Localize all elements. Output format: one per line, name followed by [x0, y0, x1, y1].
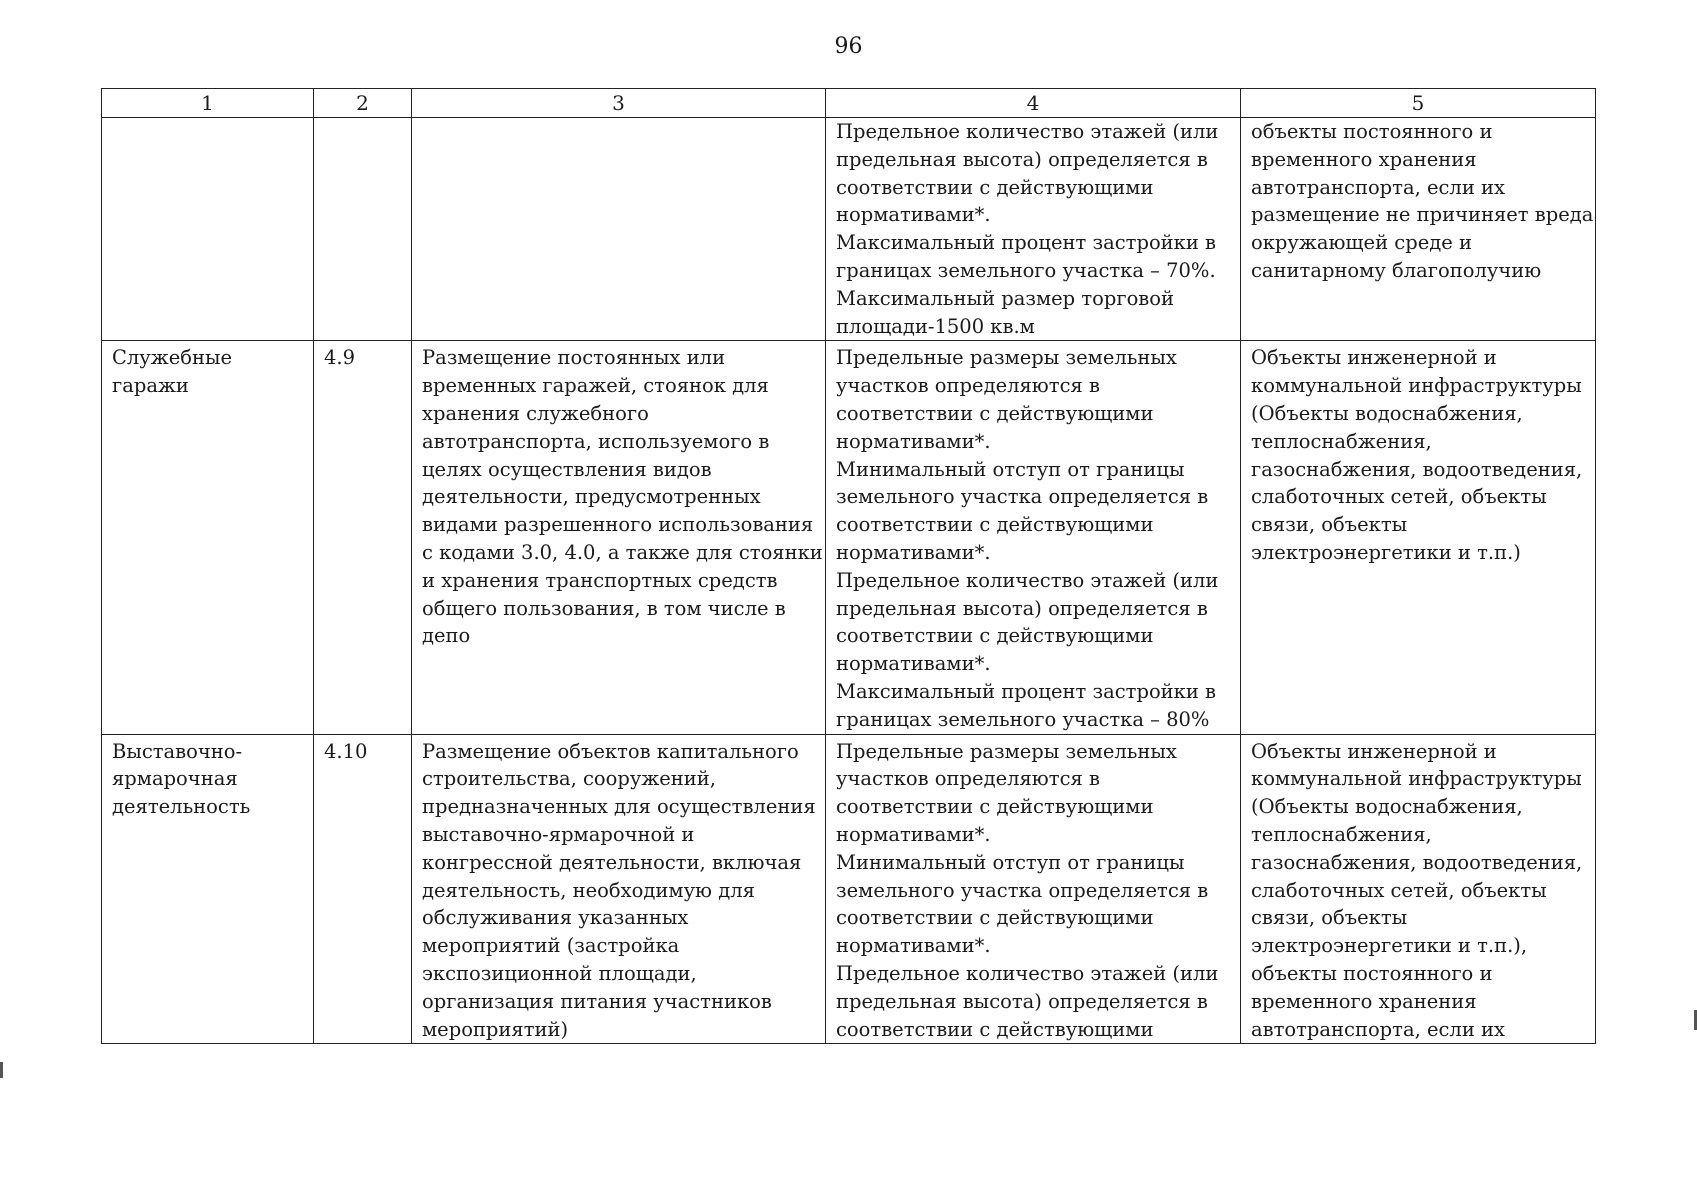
text-line: соответствии с действующими: [836, 906, 1154, 930]
text-line: границах земельного участка – 70%.: [836, 258, 1216, 282]
use-code-cell: [314, 341, 412, 734]
text-line: нормативами*.: [836, 203, 991, 227]
text-line: организация питания участников: [422, 989, 772, 1013]
text-line: депо: [422, 624, 471, 648]
text-line: Минимальный отступ от границы: [836, 457, 1185, 481]
text-line: коммунальной инфраструктуры: [1251, 767, 1582, 791]
text-line: Объекты инженерной и: [1251, 739, 1497, 763]
text-line: теплоснабжения,: [1251, 429, 1432, 453]
text-line: деятельности, предусмотренных: [422, 485, 761, 509]
text-line: 4.10: [324, 739, 368, 763]
parameters-cell: [826, 118, 1241, 341]
text-line: деятельность: [112, 795, 251, 819]
text-line: нормативами*.: [836, 429, 991, 453]
text-line: автотранспорта, используемого в: [422, 429, 770, 453]
use-code-cell: [314, 118, 412, 341]
use-description-cell: [412, 341, 826, 734]
text-line: Предельное количество этажей (или: [836, 961, 1219, 985]
text-line: Размещение объектов капитального: [422, 739, 799, 763]
land-use-table: [101, 88, 1596, 1044]
text-line: Предельные размеры земельных: [836, 346, 1177, 370]
table-row: [102, 341, 1596, 734]
text-line: Размещение постоянных или: [422, 346, 726, 370]
text-line: мероприятий): [422, 1017, 569, 1041]
text-line: соответствии с действующими: [836, 624, 1154, 648]
text-line: Максимальный процент застройки в: [836, 679, 1217, 703]
text-line: 4.9: [324, 346, 356, 370]
text-line: и хранения транспортных средств: [422, 568, 778, 592]
text-line: слаботочных сетей, объекты: [1251, 485, 1547, 509]
text-line: нормативами*.: [836, 652, 991, 676]
text-line: нормативами*.: [836, 934, 991, 958]
text-line: общего пользования, в том числе в: [422, 596, 786, 620]
text-line: нормативами*.: [836, 540, 991, 564]
text-line: предельная высота) определяется в: [836, 989, 1208, 1013]
text-line: выставочно-ярмарочной и: [422, 822, 695, 846]
text-line: связи, объекты: [1251, 906, 1408, 930]
text-line: предназначенных для осуществления: [422, 795, 816, 819]
use-name-cell: [102, 341, 314, 734]
column-header-4: 4: [826, 89, 1241, 118]
text-line: участков определяются в: [836, 767, 1100, 791]
text-line: земельного участка определяется в: [836, 878, 1209, 902]
column-header-3: 3: [412, 89, 826, 118]
use-code-cell: [314, 734, 412, 1044]
parameters-cell: [826, 734, 1241, 1044]
column-header-5: 5: [1241, 89, 1596, 118]
use-description-cell: [412, 734, 826, 1044]
text-line: автотранспорта, если их: [1251, 1017, 1506, 1041]
text-line: (Объекты водоснабжения,: [1251, 401, 1523, 425]
text-line: коммунальной инфраструктуры: [1251, 374, 1582, 398]
text-line: Предельные размеры земельных: [836, 739, 1177, 763]
text-line: электроэнергетики и т.п.): [1251, 540, 1521, 564]
page-number: 96: [834, 34, 863, 59]
text-line: объекты постоянного и: [1251, 961, 1493, 985]
text-line: гаражи: [112, 374, 189, 398]
text-line: соответствии с действующими: [836, 513, 1154, 537]
text-line: хранения служебного: [422, 401, 649, 425]
text-line: газоснабжения, водоотведения,: [1251, 457, 1583, 481]
scan-artifact-left: [0, 1062, 3, 1078]
text-line: окружающей среде и: [1251, 231, 1472, 255]
auxiliary-uses-cell: [1241, 118, 1596, 341]
text-line: видами разрешенного использования: [422, 513, 814, 537]
text-line: предельная высота) определяется в: [836, 147, 1208, 171]
parameters-cell: [826, 341, 1241, 734]
header-row: [102, 89, 1596, 118]
text-line: с кодами 3.0, 4.0, а также для стоянки: [422, 540, 823, 564]
text-line: Максимальный размер торговой: [836, 286, 1175, 310]
text-line: Объекты инженерной и: [1251, 346, 1497, 370]
text-line: соответствии с действующими: [836, 1017, 1154, 1041]
text-line: связи, объекты: [1251, 513, 1408, 537]
text-line: слаботочных сетей, объекты: [1251, 878, 1547, 902]
text-line: площади-1500 кв.м: [836, 314, 1035, 338]
text-line: электроэнергетики и т.п.),: [1251, 934, 1528, 958]
text-line: временных гаражей, стоянок для: [422, 374, 769, 398]
use-name-cell: [102, 118, 314, 341]
text-line: Максимальный процент застройки в: [836, 231, 1217, 255]
column-header-1: 1: [102, 89, 314, 118]
text-line: временного хранения: [1251, 147, 1477, 171]
auxiliary-uses-cell: [1241, 734, 1596, 1044]
text-line: (Объекты водоснабжения,: [1251, 795, 1523, 819]
text-line: обслуживания указанных: [422, 906, 689, 930]
table-row: [102, 734, 1596, 1044]
auxiliary-uses-cell: [1241, 341, 1596, 734]
text-line: временного хранения: [1251, 989, 1477, 1013]
text-line: Предельное количество этажей (или: [836, 120, 1219, 143]
use-name-cell: [102, 734, 314, 1044]
text-line: земельного участка определяется в: [836, 485, 1209, 509]
text-line: предельная высота) определяется в: [836, 596, 1208, 620]
text-line: мероприятий (застройка: [422, 934, 680, 958]
text-line: объекты постоянного и: [1251, 120, 1493, 143]
text-line: автотранспорта, если их: [1251, 175, 1506, 199]
table-row: [102, 118, 1596, 341]
text-line: санитарному благополучию: [1251, 258, 1542, 282]
text-line: нормативами*.: [836, 822, 991, 846]
column-header-2: 2: [314, 89, 412, 118]
text-line: размещение не причиняет вреда: [1251, 203, 1594, 227]
text-line: ярмарочная: [112, 767, 238, 791]
text-line: деятельность, необходимую для: [422, 878, 755, 902]
text-line: Выставочно-: [112, 739, 243, 763]
text-line: границах земельного участка – 80%: [836, 707, 1210, 731]
text-line: Служебные: [112, 346, 233, 370]
text-line: соответствии с действующими: [836, 175, 1154, 199]
text-line: газоснабжения, водоотведения,: [1251, 850, 1583, 874]
text-line: участков определяются в: [836, 374, 1100, 398]
text-line: строительства, сооружений,: [422, 767, 716, 791]
text-line: экспозиционной площади,: [422, 961, 697, 985]
text-line: конгрессной деятельности, включая: [422, 850, 802, 874]
text-line: Предельное количество этажей (или: [836, 568, 1219, 592]
use-description-cell: [412, 118, 826, 341]
text-line: теплоснабжения,: [1251, 822, 1432, 846]
text-line: соответствии с действующими: [836, 795, 1154, 819]
text-line: Минимальный отступ от границы: [836, 850, 1185, 874]
text-line: соответствии с действующими: [836, 401, 1154, 425]
text-line: целях осуществления видов: [422, 457, 712, 481]
